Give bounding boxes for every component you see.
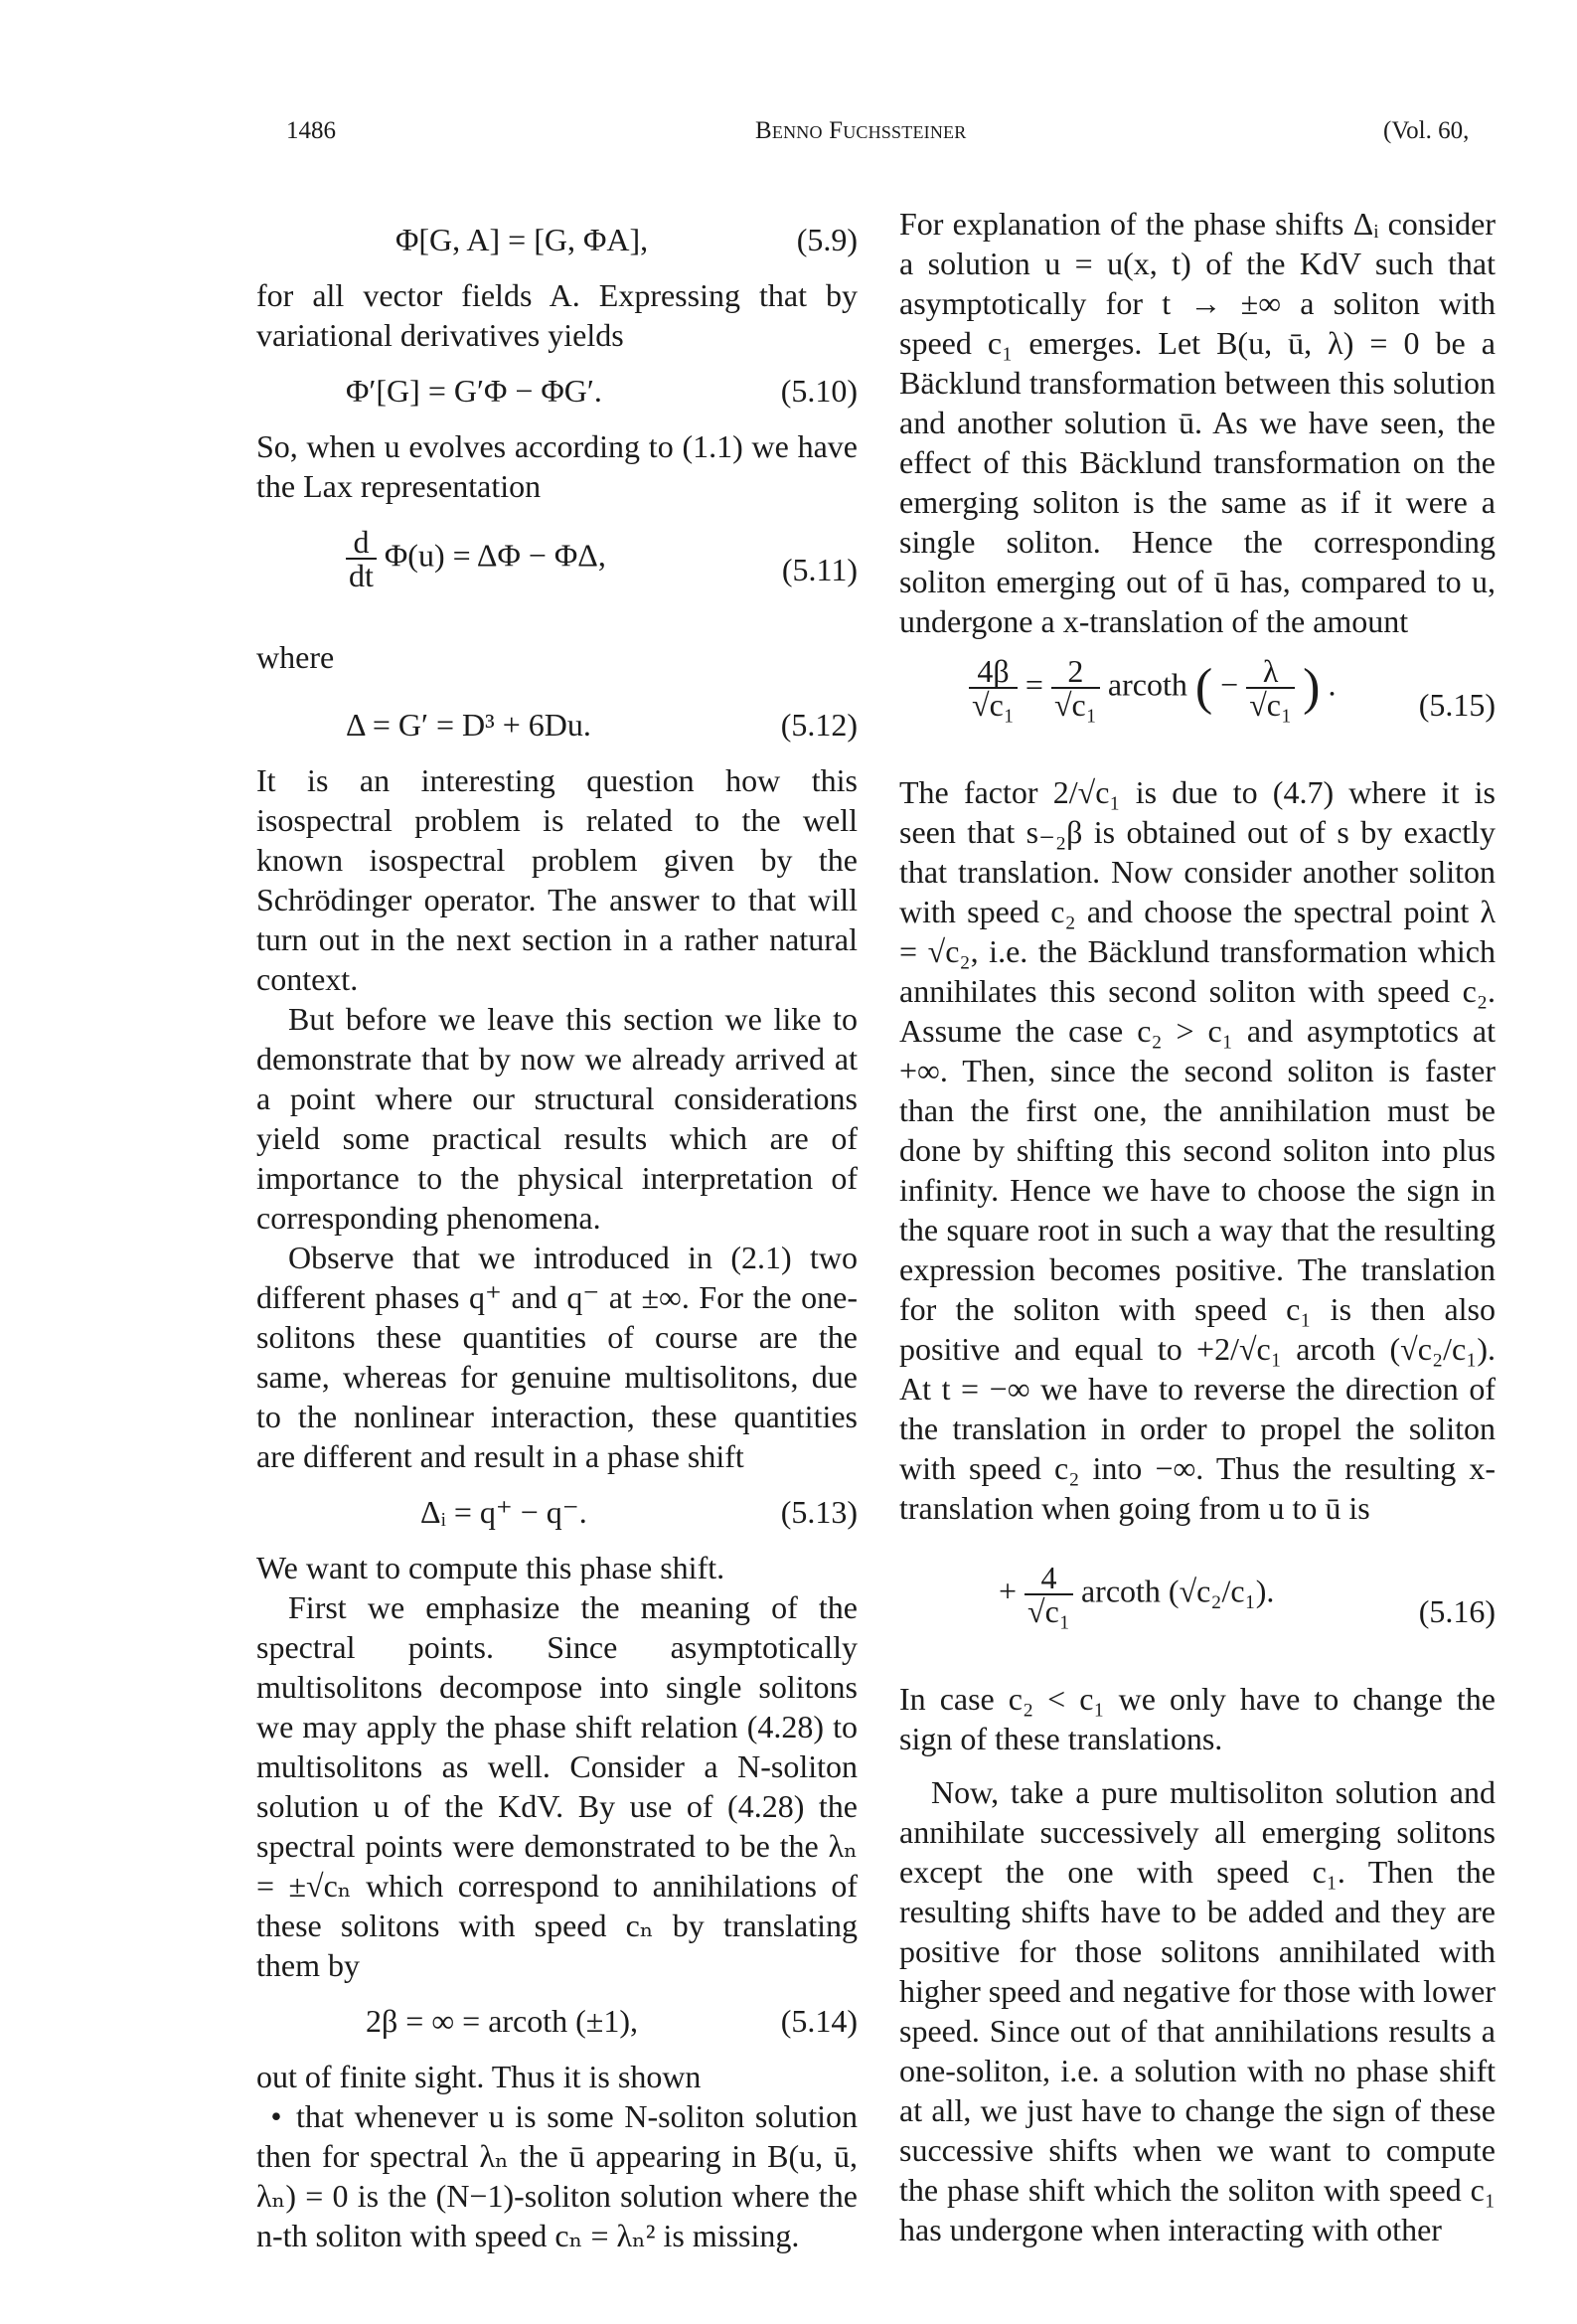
fraction [1051,655,1100,721]
equation-number: (5.11) [781,552,858,587]
left-paren: ( [1194,659,1213,716]
paragraph: In case c₂ < c₁ we only have to change the sign of these translations. [899,1681,1496,1756]
equation-formula: Φ[G, A] = [G, ΦA], [395,222,649,257]
fraction-numerator: 4β [969,655,1018,689]
equation-5-13 [256,1486,858,1538]
fraction-denominator: √c₁ [1053,687,1097,723]
paragraph: But before we leave this section we like to demonstrate that by now we already arrived at a point where our structural considerations yield some practical results which are of importance to the physical interpretation of corresponding phenomena. [256,1001,858,1236]
paragraph: Now, take a pure multisoliton solution and annihilate successively all emerging solitons except the one with speed c₁. Then the resulting shifts have to be added and they are positive for those solitons annihilated with higher speed and negative for those with lower speed. Since out of that annihilations results a one-soliton, i.e. a solution with no phase shift at all, we just have to change the sign of these successive shifts when we want to compute the phase shift which the soliton with speed c₁ has undergone when interacting with other [899,1774,1496,2247]
equation-formula: Δᵢ = q⁺ − q⁻. [420,1494,587,1530]
minus-sign: − [1220,666,1239,703]
equation-5-10 [256,365,858,416]
equation-formula: arcoth (√c₂/c₁). [1080,1573,1275,1609]
equation-number: (5.16) [1418,1593,1496,1629]
running-head-author: Benno Fuchssteiner [755,117,967,144]
equation-formula-group [346,526,606,591]
fraction-denominator: √c₁ [1027,1593,1070,1629]
fraction-denominator: dt [349,558,374,593]
derivative-fraction [346,526,377,591]
paragraph: for all vector fields A. Expressing that by variational derivatives yields [256,277,858,353]
equation-number: (5.10) [780,373,858,409]
function-name: arcoth [1107,666,1187,703]
page-number: 1486 [286,117,336,144]
paragraph: It is an interesting question how this isospectral problem is related to the well known isospectral problem given by the Schrödinger operator. The answer to that will turn out in the next section in a rather natural context. [256,762,858,997]
period: . [1328,666,1337,703]
paragraph: where [256,639,335,675]
equation-5-11 [256,516,858,627]
right-paren: ) [1303,659,1321,716]
paragraph: For explanation of the phase shifts Δᵢ consider a solution u = u(x, t) of the KdV such that asymptotically for t → ±∞ a soliton with speed c₁ emerges. Let B(u, ū, λ) = 0 be a Bäcklund transformation between this solution and another solution ū. As we have seen, the effect of this Bäcklund transformation on the emerging soliton is the same as if it were a single soliton. Hence the corresponding soliton emerging out of ū has, compared to u, undergone a x-translation of the amount [899,206,1496,639]
equation-number: (5.12) [780,707,858,743]
equation-5-9 [256,214,858,265]
left-column [256,204,858,2255]
fraction [969,655,1018,721]
equation-number: (5.15) [1418,687,1496,723]
equation-formula: Δ = G′ = D³ + 6Du. [346,707,591,743]
paragraph: We want to compute this phase shift. [256,1550,725,1585]
paragraph: Observe that we introduced in (2.1) two different phases q⁺ and q⁻ at ±∞. For the one-solitons these quantities of course are the same, whereas for genuine multisolitons, due to the nonlinear interaction, these quantities are different and result in a phase shift [256,1240,858,1474]
equation-5-14 [256,1995,858,2047]
plus-sign: + [999,1573,1018,1609]
equation-formula: Φ(u) = ΔΦ − ΦΔ, [384,537,606,574]
paragraph: First we emphasize the meaning of the spectral points. Since asymptotically multisolitons decompose into single solitons we may apply the phase shift relation (4.28) to multisolitons as well. Consider a N-soliton solution u of the KdV. By use of (4.28) the spectral points were demonstrated to be the λₙ = ±√cₙ which correspond to annihilations of these solitons with speed cₙ by translating them by [256,1589,858,1983]
equation-5-16 [899,1558,1496,1669]
fraction [1025,1562,1073,1627]
equation-5-15 [899,651,1496,762]
bullet-paragraph [256,2096,858,2255]
equation-formula-group [969,655,1336,721]
fraction-numerator: λ [1246,655,1295,689]
fraction [1246,655,1295,721]
equation-formula-group [999,1562,1274,1627]
equation-number: (5.14) [780,2003,858,2039]
paragraph: out of finite sight. Thus it is shown [256,2059,702,2094]
bullet-icon: • [270,2098,282,2134]
paragraph: So, when u evolves according to (1.1) we have the Lax representation [256,428,858,504]
paragraph: The factor 2/√c₁ is due to (4.7) where it is seen that s₋₂β is obtained out of s by exactly that translation. Now consider another soliton with speed c₂ and choose the spectral point λ = √c₂, i.e. the Bäcklund transformation which annihilates this second soliton with speed c₂. Assume the case c₂ > c₁ and asymptotics at +∞. Then, since the second soliton is faster than the first one, the annihilation must be done by shifting this second soliton into plus infinity. Hence we have to choose the sign in the square root in such a way that the resulting expression becomes positive. The translation for the soliton with speed c₁ is then also positive and equal to +2/√c₁ arcoth (√c₂/c₁). At t = −∞ we have to reverse the direction of the translation in order to propel the soliton with speed c₂ into −∞. Thus the resulting x-translation when going from u to ū is [899,774,1496,1526]
equation-formula: Φ′[G] = G′Φ − ΦG′. [346,373,602,409]
equals-sign: = [1025,666,1043,703]
fraction-denominator: √c₁ [972,687,1015,723]
bullet-text: that whenever u is some N-soliton solution then for spectral λₙ the ū appearing in B(u, ū, λₙ) = 0 is the (N−1)-soliton solution where the n-th soliton with speed cₙ = λₙ² is missing. [256,2098,858,2253]
equation-formula: 2β = ∞ = arcoth (±1), [366,2003,639,2039]
fraction-numerator: 2 [1051,655,1100,689]
running-head-volume: (Vol. 60, [1383,117,1470,144]
equation-5-12 [256,699,858,750]
equation-number: (5.13) [780,1494,858,1530]
fraction-denominator: √c₁ [1249,687,1293,723]
fraction-numerator: 4 [1025,1562,1073,1595]
fraction-numerator: d [346,526,377,560]
right-column [899,204,1496,2249]
equation-number: (5.9) [796,222,858,257]
